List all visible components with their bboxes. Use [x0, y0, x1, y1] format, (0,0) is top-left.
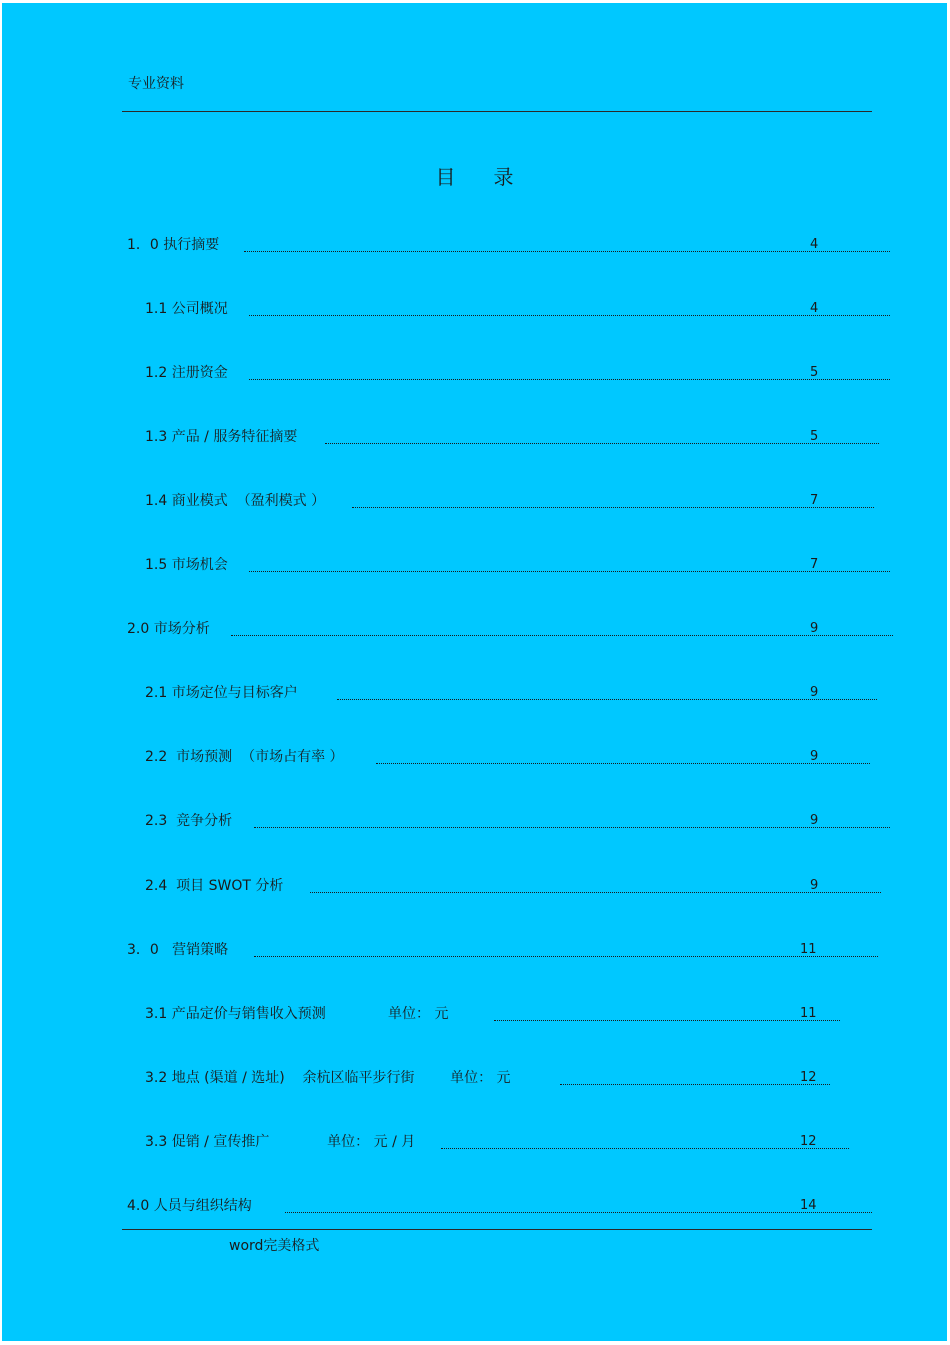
toc-entry-label: 3.1 产品定价与销售收入预测 单位： 元	[145, 1006, 449, 1022]
footer-divider	[122, 1229, 872, 1230]
toc-page-number: 9	[810, 878, 819, 893]
toc-entry-label: 2.1 市场定位与目标客户	[145, 685, 298, 701]
toc-page-number: 12	[800, 1134, 817, 1149]
toc-entry-label: 3.2 地点 (渠道 / 选址) 余杭区临平步行街 单位： 元	[145, 1070, 511, 1086]
page-header: 专业资料	[128, 76, 184, 92]
toc-dot-leader	[249, 369, 890, 380]
toc-page-number: 4	[810, 301, 819, 316]
toc-dot-leader	[231, 625, 893, 636]
toc-dot-leader	[285, 1202, 872, 1213]
toc-entry-label: 1.2 注册资金	[145, 365, 228, 381]
header-divider	[122, 111, 872, 112]
toc-page-number: 5	[810, 365, 819, 380]
toc-entry-label: 2.4 项目 SWOT 分析	[145, 878, 284, 894]
toc-page-number: 4	[810, 237, 819, 252]
toc-entry-label: 1.5 市场机会	[145, 557, 228, 573]
toc-page-number: 9	[810, 749, 819, 764]
toc-dot-leader	[352, 497, 874, 508]
toc-entry-label: 2.3 竞争分析	[145, 813, 233, 829]
toc-title: 目录	[435, 165, 552, 189]
toc-dot-leader	[310, 882, 881, 893]
toc-page-number: 9	[810, 813, 819, 828]
toc-dot-leader	[254, 946, 878, 957]
toc-page-number: 11	[800, 942, 817, 957]
document-page	[2, 3, 947, 1341]
toc-page-number: 9	[810, 621, 819, 636]
toc-dot-leader	[254, 817, 890, 828]
toc-entry-label: 3.3 促销 / 宣传推广 单位： 元 / 月	[145, 1134, 416, 1150]
toc-dot-leader	[325, 433, 879, 444]
toc-page-number: 7	[810, 493, 819, 508]
toc-page-number: 9	[810, 685, 819, 700]
toc-entry-label: 3．0 营销策略	[127, 942, 229, 958]
toc-page-number: 12	[800, 1070, 817, 1085]
toc-dot-leader	[441, 1138, 849, 1149]
toc-page-number: 5	[810, 429, 819, 444]
toc-entry-label: 1．0 执行摘要	[127, 237, 220, 253]
toc-dot-leader	[249, 305, 890, 316]
toc-page-number: 7	[810, 557, 819, 572]
toc-entry-label: 2.2 市场预测 （市场占有率 ）	[145, 749, 344, 765]
toc-page-number: 11	[800, 1006, 817, 1021]
toc-page-number: 14	[800, 1198, 817, 1213]
toc-dot-leader	[244, 241, 890, 252]
toc-dot-leader	[494, 1010, 840, 1021]
toc-entry-label: 2.0 市场分析	[127, 621, 210, 637]
toc-entry-label: 1.3 产品 / 服务特征摘要	[145, 429, 298, 445]
toc-dot-leader	[376, 753, 870, 764]
toc-dot-leader	[249, 561, 890, 572]
toc-entry-label: 1.1 公司概况	[145, 301, 228, 317]
toc-entry-label: 4.0 人员与组织结构	[127, 1198, 252, 1214]
toc-dot-leader	[337, 689, 877, 700]
toc-dot-leader	[560, 1074, 830, 1085]
page-footer: word完美格式	[229, 1238, 320, 1254]
toc-entry-label: 1.4 商业模式 （盈利模式 ）	[145, 493, 326, 509]
